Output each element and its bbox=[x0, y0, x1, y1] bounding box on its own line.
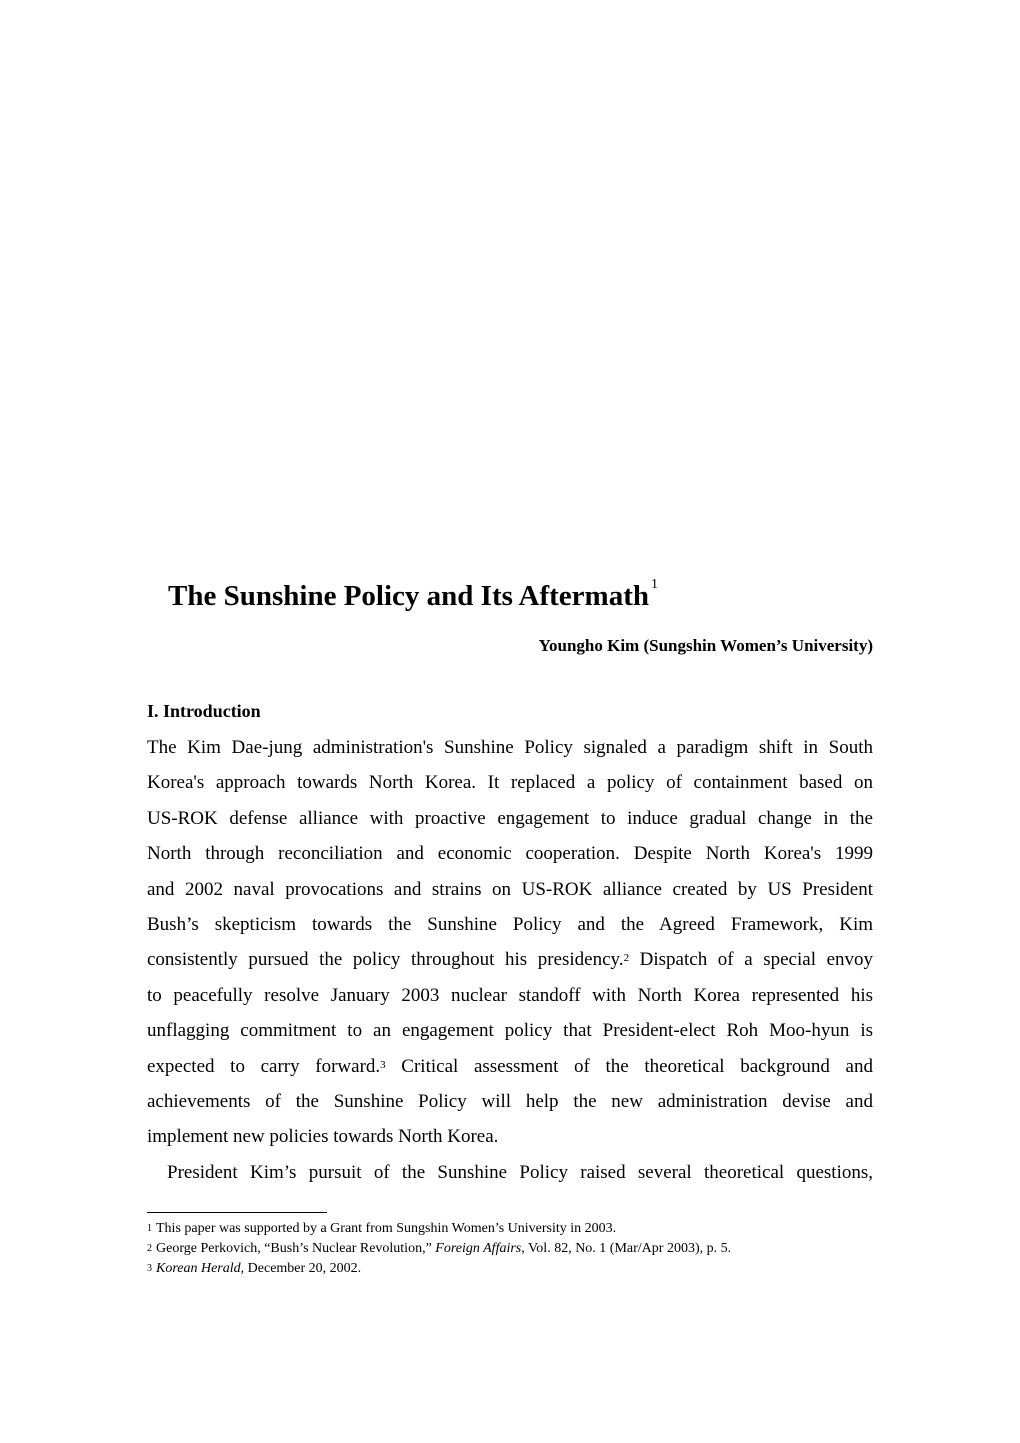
body-line bbox=[147, 1054, 873, 1089]
italic-text: Korean Herald bbox=[156, 1261, 241, 1276]
body-line bbox=[147, 770, 873, 805]
footnote-ref: 3 bbox=[147, 1263, 152, 1274]
text-segment: This paper was supported by a Grant from Sungshin Women’s University in 2003. bbox=[156, 1221, 617, 1236]
text-segment: The Kim Dae-jung administration's Sunshine Policy signaled a paradigm shift in South bbox=[147, 737, 873, 758]
text-segment: , Vol. 82, No. 1 (Mar/Apr 2003), p. 5. bbox=[521, 1241, 732, 1256]
text-segment: implement new policies towards North Korea. bbox=[147, 1126, 499, 1148]
body-line bbox=[147, 947, 873, 982]
body-line bbox=[147, 1160, 873, 1195]
body-line bbox=[147, 1124, 873, 1159]
title-text: The Sunshine Policy and Its Aftermath bbox=[168, 580, 649, 612]
text-segment: to peacefully resolve January 2003 nuclear standoff with North Korea represented his bbox=[147, 984, 873, 1006]
text-segment: Dispatch of a special envoy bbox=[629, 949, 874, 971]
text-segment: achievements of the Sunshine Policy will help the new administration devise and bbox=[147, 1090, 873, 1112]
body-line bbox=[147, 877, 873, 912]
body-line bbox=[147, 1089, 873, 1124]
footnote bbox=[147, 1219, 731, 1239]
body-line bbox=[147, 983, 873, 1018]
footnote-ref: 1 bbox=[147, 1223, 152, 1234]
body-line bbox=[147, 1018, 873, 1053]
text-segment: consistently pursued the policy throughout his presidency. bbox=[147, 949, 624, 971]
italic-text: Foreign Affairs bbox=[435, 1241, 522, 1256]
body-text bbox=[147, 735, 873, 1195]
text-segment: President Kim’s pursuit of the Sunshine Policy raised several theoretical questions, bbox=[167, 1161, 873, 1183]
text-segment: Critical assessment of the theoretical background and bbox=[385, 1055, 873, 1077]
footnote-divider bbox=[147, 1212, 327, 1213]
body-line bbox=[147, 912, 873, 947]
page-title bbox=[168, 577, 658, 613]
footnotes bbox=[147, 1219, 731, 1279]
body-line bbox=[147, 735, 873, 770]
text-segment: George Perkovich, “Bush’s Nuclear Revolution,” bbox=[156, 1241, 436, 1256]
text-segment: unflagging commitment to an engagement policy that President-elect Roh Moo-hyun is bbox=[147, 1020, 873, 1042]
footnote-ref: 3 bbox=[380, 1058, 386, 1071]
footnote bbox=[147, 1259, 731, 1279]
section-heading: I. Introduction bbox=[147, 701, 261, 721]
footnote bbox=[147, 1239, 731, 1259]
footnote-ref: 2 bbox=[147, 1243, 152, 1254]
text-segment: Bush’s skepticism towards the Sunshine Policy and the Agreed Framework, Kim bbox=[147, 913, 873, 935]
text-segment: expected to carry forward. bbox=[147, 1055, 381, 1077]
body-line bbox=[147, 841, 873, 876]
footnote-ref: 2 bbox=[623, 952, 630, 965]
footnote-ref: 1 bbox=[650, 577, 658, 592]
text-segment: US-ROK defense alliance with proactive engagement to induce gradual change in the bbox=[147, 807, 873, 829]
author-affiliation: Youngho Kim (Sungshin Women’s University) bbox=[538, 636, 873, 655]
text-segment: North through reconciliation and economic cooperation. Despite North Korea's 1999 bbox=[147, 843, 873, 865]
text-segment: Korea's approach towards North Korea. It replaced a policy of containment based on bbox=[147, 772, 873, 794]
text-segment: , December 20, 2002. bbox=[240, 1261, 362, 1276]
body-line bbox=[147, 806, 873, 841]
text-segment: and 2002 naval provocations and strains on US-ROK alliance created by US President bbox=[147, 878, 873, 900]
